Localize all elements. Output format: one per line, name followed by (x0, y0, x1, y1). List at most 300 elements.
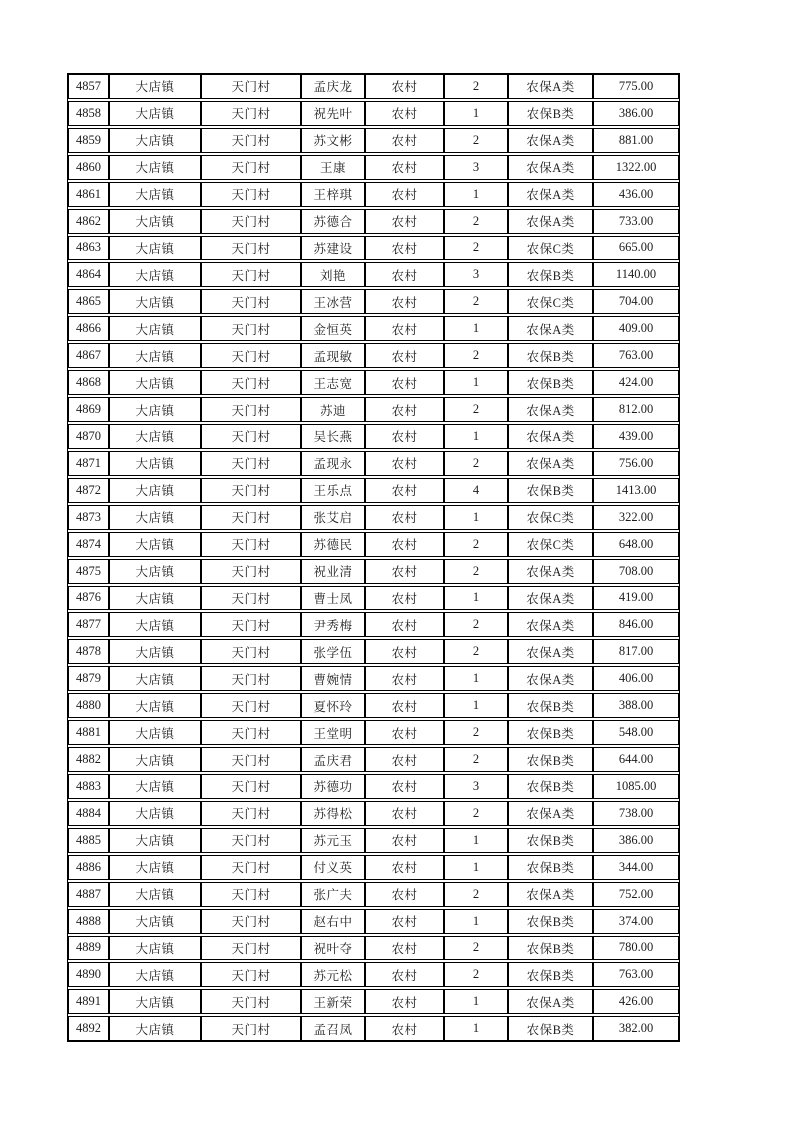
table-row (68, 774, 679, 799)
cell-person-count: 2 (444, 936, 508, 961)
cell-village: 天门村 (201, 262, 301, 287)
cell-name: 王乐点 (301, 478, 365, 503)
cell-insurance-category: 农保A类 (508, 586, 593, 611)
cell-amount: 704.00 (593, 289, 679, 314)
table-row (68, 155, 679, 180)
table-row (68, 370, 679, 395)
cell-name: 吴长燕 (301, 424, 365, 449)
cell-person-count: 1 (444, 424, 508, 449)
cell-village: 天门村 (201, 478, 301, 503)
cell-name: 孟现敏 (301, 343, 365, 368)
cell-residence-type: 农村 (365, 962, 444, 987)
cell-amount: 733.00 (593, 209, 679, 234)
cell-name: 付义英 (301, 855, 365, 880)
cell-town: 大店镇 (109, 316, 201, 341)
cell-town: 大店镇 (109, 936, 201, 961)
cell-residence-type: 农村 (365, 828, 444, 853)
cell-insurance-category: 农保A类 (508, 801, 593, 826)
cell-town: 大店镇 (109, 693, 201, 718)
table-row (68, 209, 679, 234)
cell-town: 大店镇 (109, 155, 201, 180)
cell-residence-type: 农村 (365, 155, 444, 180)
cell-insurance-category: 农保C类 (508, 532, 593, 557)
cell-id: 4879 (68, 666, 109, 691)
cell-insurance-category: 农保A类 (508, 882, 593, 907)
cell-id: 4863 (68, 236, 109, 261)
cell-village: 天门村 (201, 209, 301, 234)
cell-id: 4864 (68, 262, 109, 287)
table-row (68, 532, 679, 557)
cell-town: 大店镇 (109, 747, 201, 772)
cell-name: 苏德功 (301, 774, 365, 799)
cell-residence-type: 农村 (365, 262, 444, 287)
cell-name: 孟现永 (301, 451, 365, 476)
cell-insurance-category: 农保B类 (508, 747, 593, 772)
cell-residence-type: 农村 (365, 666, 444, 691)
cell-residence-type: 农村 (365, 774, 444, 799)
cell-name: 苏建设 (301, 236, 365, 261)
cell-name: 张学伍 (301, 639, 365, 664)
cell-residence-type: 农村 (365, 720, 444, 745)
table-row (68, 936, 679, 961)
cell-village: 天门村 (201, 128, 301, 153)
cell-village: 天门村 (201, 316, 301, 341)
cell-person-count: 1 (444, 693, 508, 718)
cell-town: 大店镇 (109, 370, 201, 395)
cell-name: 刘艳 (301, 262, 365, 287)
cell-insurance-category: 农保A类 (508, 155, 593, 180)
cell-village: 天门村 (201, 236, 301, 261)
cell-id: 4878 (68, 639, 109, 664)
cell-name: 祝先叶 (301, 101, 365, 126)
cell-insurance-category: 农保A类 (508, 612, 593, 637)
cell-person-count: 2 (444, 559, 508, 584)
cell-village: 天门村 (201, 289, 301, 314)
cell-town: 大店镇 (109, 424, 201, 449)
cell-amount: 419.00 (593, 586, 679, 611)
cell-name: 王新荣 (301, 989, 365, 1014)
cell-id: 4888 (68, 909, 109, 934)
table-row (68, 747, 679, 772)
cell-name: 曹士凤 (301, 586, 365, 611)
table-row (68, 855, 679, 880)
cell-town: 大店镇 (109, 101, 201, 126)
cell-amount: 382.00 (593, 1016, 679, 1041)
table-row (68, 828, 679, 853)
cell-id: 4892 (68, 1016, 109, 1041)
cell-amount: 708.00 (593, 559, 679, 584)
cell-person-count: 2 (444, 612, 508, 637)
cell-id: 4887 (68, 882, 109, 907)
cell-person-count: 2 (444, 343, 508, 368)
table-row (68, 478, 679, 503)
cell-residence-type: 农村 (365, 855, 444, 880)
cell-amount: 322.00 (593, 505, 679, 530)
cell-amount: 406.00 (593, 666, 679, 691)
cell-insurance-category: 农保A类 (508, 74, 593, 99)
cell-person-count: 1 (444, 1016, 508, 1041)
cell-town: 大店镇 (109, 909, 201, 934)
cell-name: 王冰营 (301, 289, 365, 314)
table-row (68, 74, 679, 99)
cell-residence-type: 农村 (365, 397, 444, 422)
cell-amount: 1413.00 (593, 478, 679, 503)
cell-id: 4857 (68, 74, 109, 99)
cell-town: 大店镇 (109, 343, 201, 368)
cell-insurance-category: 农保A类 (508, 989, 593, 1014)
cell-residence-type: 农村 (365, 612, 444, 637)
cell-residence-type: 农村 (365, 289, 444, 314)
cell-id: 4862 (68, 209, 109, 234)
cell-insurance-category: 农保A类 (508, 316, 593, 341)
cell-id: 4891 (68, 989, 109, 1014)
cell-town: 大店镇 (109, 559, 201, 584)
cell-name: 苏德民 (301, 532, 365, 557)
cell-amount: 1322.00 (593, 155, 679, 180)
cell-person-count: 2 (444, 747, 508, 772)
cell-name: 苏得松 (301, 801, 365, 826)
cell-amount: 548.00 (593, 720, 679, 745)
cell-amount: 812.00 (593, 397, 679, 422)
cell-village: 天门村 (201, 666, 301, 691)
cell-id: 4877 (68, 612, 109, 637)
cell-id: 4889 (68, 936, 109, 961)
cell-id: 4860 (68, 155, 109, 180)
cell-name: 金恒英 (301, 316, 365, 341)
cell-id: 4870 (68, 424, 109, 449)
table-row (68, 801, 679, 826)
cell-residence-type: 农村 (365, 424, 444, 449)
cell-residence-type: 农村 (365, 936, 444, 961)
table-row (68, 639, 679, 664)
cell-id: 4883 (68, 774, 109, 799)
cell-name: 张广夫 (301, 882, 365, 907)
cell-id: 4881 (68, 720, 109, 745)
cell-town: 大店镇 (109, 74, 201, 99)
table-row (68, 693, 679, 718)
cell-village: 天门村 (201, 747, 301, 772)
cell-town: 大店镇 (109, 478, 201, 503)
cell-person-count: 1 (444, 505, 508, 530)
cell-id: 4872 (68, 478, 109, 503)
cell-id: 4886 (68, 855, 109, 880)
cell-insurance-category: 农保B类 (508, 828, 593, 853)
cell-town: 大店镇 (109, 801, 201, 826)
cell-residence-type: 农村 (365, 559, 444, 584)
cell-person-count: 3 (444, 262, 508, 287)
cell-residence-type: 农村 (365, 236, 444, 261)
cell-village: 天门村 (201, 855, 301, 880)
cell-village: 天门村 (201, 74, 301, 99)
cell-residence-type: 农村 (365, 693, 444, 718)
cell-id: 4874 (68, 532, 109, 557)
cell-residence-type: 农村 (365, 316, 444, 341)
cell-insurance-category: 农保B类 (508, 720, 593, 745)
cell-person-count: 4 (444, 478, 508, 503)
cell-person-count: 2 (444, 128, 508, 153)
cell-id: 4858 (68, 101, 109, 126)
cell-amount: 780.00 (593, 936, 679, 961)
cell-amount: 1140.00 (593, 262, 679, 287)
cell-id: 4890 (68, 962, 109, 987)
cell-amount: 763.00 (593, 962, 679, 987)
cell-residence-type: 农村 (365, 586, 444, 611)
cell-name: 王梓琪 (301, 182, 365, 207)
cell-town: 大店镇 (109, 289, 201, 314)
table-row (68, 962, 679, 987)
cell-person-count: 2 (444, 209, 508, 234)
table-row (68, 128, 679, 153)
cell-village: 天门村 (201, 612, 301, 637)
cell-amount: 439.00 (593, 424, 679, 449)
cell-insurance-category: 农保B类 (508, 774, 593, 799)
cell-amount: 775.00 (593, 74, 679, 99)
cell-person-count: 1 (444, 909, 508, 934)
cell-town: 大店镇 (109, 451, 201, 476)
cell-insurance-category: 农保B类 (508, 101, 593, 126)
cell-residence-type: 农村 (365, 74, 444, 99)
cell-person-count: 3 (444, 774, 508, 799)
cell-amount: 409.00 (593, 316, 679, 341)
cell-residence-type: 农村 (365, 343, 444, 368)
cell-id: 4882 (68, 747, 109, 772)
cell-id: 4871 (68, 451, 109, 476)
cell-residence-type: 农村 (365, 128, 444, 153)
cell-name: 祝叶夺 (301, 936, 365, 961)
cell-insurance-category: 农保B类 (508, 262, 593, 287)
table-row (68, 101, 679, 126)
cell-insurance-category: 农保C类 (508, 289, 593, 314)
cell-name: 曹婉情 (301, 666, 365, 691)
cell-person-count: 1 (444, 101, 508, 126)
table-row (68, 882, 679, 907)
cell-amount: 644.00 (593, 747, 679, 772)
cell-town: 大店镇 (109, 209, 201, 234)
cell-id: 4869 (68, 397, 109, 422)
cell-person-count: 2 (444, 720, 508, 745)
cell-town: 大店镇 (109, 262, 201, 287)
table-row (68, 1016, 679, 1041)
table-row (68, 666, 679, 691)
cell-insurance-category: 农保A类 (508, 639, 593, 664)
cell-town: 大店镇 (109, 828, 201, 853)
cell-person-count: 1 (444, 855, 508, 880)
cell-residence-type: 农村 (365, 209, 444, 234)
cell-person-count: 2 (444, 962, 508, 987)
cell-amount: 374.00 (593, 909, 679, 934)
table-row (68, 559, 679, 584)
cell-name: 夏怀玲 (301, 693, 365, 718)
cell-amount: 738.00 (593, 801, 679, 826)
table-row (68, 424, 679, 449)
cell-amount: 1085.00 (593, 774, 679, 799)
cell-village: 天门村 (201, 989, 301, 1014)
cell-village: 天门村 (201, 720, 301, 745)
cell-person-count: 1 (444, 316, 508, 341)
cell-insurance-category: 农保B类 (508, 343, 593, 368)
beneficiary-table (67, 73, 680, 1042)
cell-village: 天门村 (201, 532, 301, 557)
cell-insurance-category: 农保B类 (508, 909, 593, 934)
table-row (68, 612, 679, 637)
cell-name: 苏元玉 (301, 828, 365, 853)
cell-town: 大店镇 (109, 639, 201, 664)
cell-id: 4866 (68, 316, 109, 341)
cell-person-count: 2 (444, 532, 508, 557)
cell-residence-type: 农村 (365, 909, 444, 934)
cell-town: 大店镇 (109, 397, 201, 422)
cell-insurance-category: 农保A类 (508, 451, 593, 476)
cell-residence-type: 农村 (365, 801, 444, 826)
cell-id: 4876 (68, 586, 109, 611)
cell-village: 天门村 (201, 882, 301, 907)
cell-insurance-category: 农保A类 (508, 209, 593, 234)
table-row (68, 262, 679, 287)
table-row (68, 397, 679, 422)
cell-person-count: 2 (444, 451, 508, 476)
cell-amount: 756.00 (593, 451, 679, 476)
cell-insurance-category: 农保A类 (508, 182, 593, 207)
cell-village: 天门村 (201, 397, 301, 422)
table-row (68, 451, 679, 476)
cell-town: 大店镇 (109, 666, 201, 691)
cell-person-count: 1 (444, 182, 508, 207)
cell-person-count: 1 (444, 828, 508, 853)
cell-insurance-category: 农保B类 (508, 370, 593, 395)
cell-village: 天门村 (201, 370, 301, 395)
cell-person-count: 1 (444, 666, 508, 691)
cell-amount: 763.00 (593, 343, 679, 368)
cell-id: 4868 (68, 370, 109, 395)
cell-residence-type: 农村 (365, 882, 444, 907)
cell-residence-type: 农村 (365, 182, 444, 207)
cell-residence-type: 农村 (365, 505, 444, 530)
cell-town: 大店镇 (109, 882, 201, 907)
cell-insurance-category: 农保B类 (508, 855, 593, 880)
cell-town: 大店镇 (109, 962, 201, 987)
cell-village: 天门村 (201, 909, 301, 934)
cell-amount: 817.00 (593, 639, 679, 664)
cell-amount: 665.00 (593, 236, 679, 261)
cell-village: 天门村 (201, 424, 301, 449)
cell-village: 天门村 (201, 774, 301, 799)
cell-residence-type: 农村 (365, 451, 444, 476)
cell-residence-type: 农村 (365, 639, 444, 664)
cell-village: 天门村 (201, 1016, 301, 1041)
cell-amount: 426.00 (593, 989, 679, 1014)
cell-person-count: 2 (444, 289, 508, 314)
table-row (68, 909, 679, 934)
cell-name: 苏迪 (301, 397, 365, 422)
cell-residence-type: 农村 (365, 101, 444, 126)
cell-person-count: 1 (444, 370, 508, 395)
cell-amount: 881.00 (593, 128, 679, 153)
cell-residence-type: 农村 (365, 747, 444, 772)
cell-insurance-category: 农保C类 (508, 505, 593, 530)
table-row (68, 316, 679, 341)
cell-amount: 344.00 (593, 855, 679, 880)
cell-town: 大店镇 (109, 128, 201, 153)
cell-village: 天门村 (201, 451, 301, 476)
cell-id: 4880 (68, 693, 109, 718)
cell-id: 4861 (68, 182, 109, 207)
cell-village: 天门村 (201, 801, 301, 826)
cell-village: 天门村 (201, 639, 301, 664)
cell-village: 天门村 (201, 693, 301, 718)
cell-insurance-category: 农保B类 (508, 478, 593, 503)
cell-town: 大店镇 (109, 774, 201, 799)
cell-amount: 752.00 (593, 882, 679, 907)
table-row (68, 343, 679, 368)
cell-insurance-category: 农保A类 (508, 128, 593, 153)
cell-person-count: 2 (444, 74, 508, 99)
cell-name: 尹秀梅 (301, 612, 365, 637)
cell-town: 大店镇 (109, 612, 201, 637)
cell-name: 祝业清 (301, 559, 365, 584)
cell-town: 大店镇 (109, 505, 201, 530)
table-row (68, 505, 679, 530)
cell-residence-type: 农村 (365, 532, 444, 557)
cell-town: 大店镇 (109, 855, 201, 880)
cell-name: 孟庆龙 (301, 74, 365, 99)
cell-amount: 424.00 (593, 370, 679, 395)
cell-insurance-category: 农保B类 (508, 693, 593, 718)
cell-name: 王康 (301, 155, 365, 180)
cell-village: 天门村 (201, 343, 301, 368)
cell-name: 孟召凤 (301, 1016, 365, 1041)
cell-town: 大店镇 (109, 532, 201, 557)
cell-id: 4885 (68, 828, 109, 853)
cell-village: 天门村 (201, 182, 301, 207)
cell-town: 大店镇 (109, 720, 201, 745)
cell-town: 大店镇 (109, 236, 201, 261)
cell-name: 苏德合 (301, 209, 365, 234)
cell-id: 4859 (68, 128, 109, 153)
cell-person-count: 2 (444, 397, 508, 422)
cell-amount: 386.00 (593, 828, 679, 853)
table-row (68, 236, 679, 261)
cell-village: 天门村 (201, 559, 301, 584)
cell-person-count: 1 (444, 586, 508, 611)
cell-amount: 388.00 (593, 693, 679, 718)
cell-village: 天门村 (201, 828, 301, 853)
cell-person-count: 2 (444, 639, 508, 664)
cell-amount: 648.00 (593, 532, 679, 557)
cell-amount: 436.00 (593, 182, 679, 207)
cell-residence-type: 农村 (365, 989, 444, 1014)
cell-town: 大店镇 (109, 182, 201, 207)
cell-person-count: 3 (444, 155, 508, 180)
table-row (68, 720, 679, 745)
cell-town: 大店镇 (109, 1016, 201, 1041)
cell-town: 大店镇 (109, 989, 201, 1014)
cell-person-count: 1 (444, 989, 508, 1014)
cell-village: 天门村 (201, 101, 301, 126)
cell-name: 张艾启 (301, 505, 365, 530)
cell-insurance-category: 农保A类 (508, 397, 593, 422)
cell-name: 王堂明 (301, 720, 365, 745)
cell-residence-type: 农村 (365, 478, 444, 503)
cell-insurance-category: 农保B类 (508, 1016, 593, 1041)
cell-village: 天门村 (201, 505, 301, 530)
cell-insurance-category: 农保C类 (508, 236, 593, 261)
cell-id: 4875 (68, 559, 109, 584)
cell-name: 赵右中 (301, 909, 365, 934)
cell-name: 苏元松 (301, 962, 365, 987)
cell-name: 孟庆君 (301, 747, 365, 772)
cell-id: 4865 (68, 289, 109, 314)
cell-id: 4867 (68, 343, 109, 368)
